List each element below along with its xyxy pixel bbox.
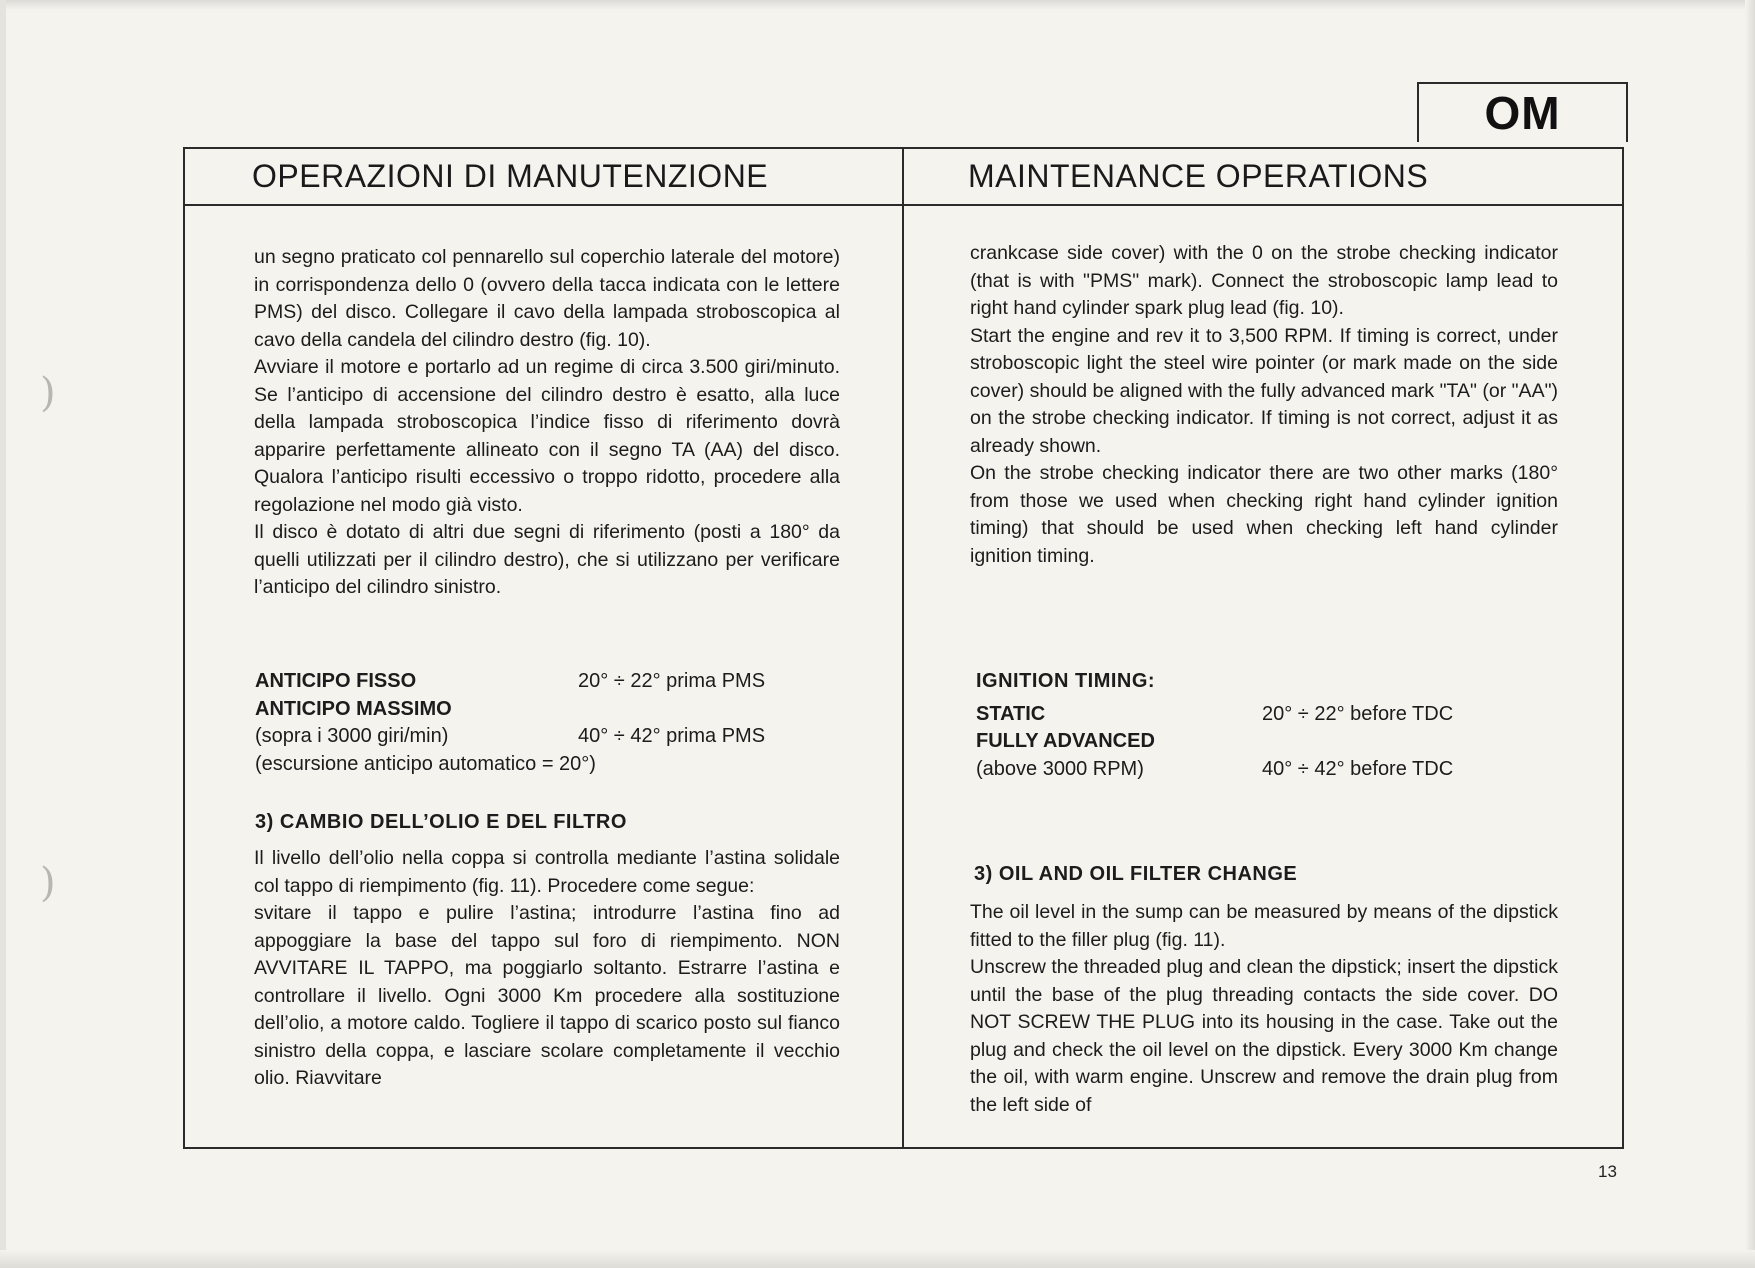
spec-label: FULLY ADVANCED [976,730,1155,752]
italian-timing-specs [255,668,815,778]
spec-heading: IGNITION TIMING: [976,670,1156,692]
page-top-shadow [0,0,1755,10]
spec-label: ANTICIPO FISSO [255,670,417,692]
italian-paragraph: svitare il tappo e pulire l’astina; introdurre l’astina fino ad appoggiare la base del tappo sul foro di riempimento. NON AVVITARE IL TAPPO, ma poggiarlo soltanto. Estrarre l’astina e controllare il livello. Ogni 3000 Km procedere alla sostituzione dell’olio, a motore caldo. Togliere il tappo di scarico posto sul fianco sinistro della coppa, e lasciare scolare completamente il vecchio olio. Riavvitare [254,902,840,1089]
italian-paragraph: Avviare il motore e portarlo ad un regime di circa 3.500 giri/minuto. Se l’anticipo di accensione del cilindro destro è esatto, alla luce della lampada stroboscopica l’indice fisso di riferimento dovrà apparire perfettamente allineato con il segno TA (AA) del disco. Qualora l’anticipo risulti eccessivo o troppo ridotto, procedere alla regolazione nel modo già visto. [254,356,840,516]
header-divider [183,204,1624,206]
english-timing-specs [976,668,1536,783]
binding-hole-mark-icon: ) [40,370,56,416]
spec-value: 40° ÷ 42° before TDC [1262,757,1454,780]
spec-value: 40° ÷ 42° prima PMS [578,725,766,747]
spec-row [976,728,1536,756]
spec-row [255,751,815,779]
spec-note: (escursione anticipo automatico = 20°) [255,752,596,775]
italian-paragraph: Il livello dell’olio nella coppa si controlla mediante l’astina solidale col tappo di riempimento (fig. 11). Procedere come segue: [254,847,840,897]
english-paragraph: Unscrew the threaded plug and clean the dipstick; insert the dipstick until the base of the plug threading contacts the side cover. DO NOT SCREW THE PLUG into its housing in the case. Take out the plug and check the oil level on the dipstick. Every 3000 Km change the oil, with warm engine. Unscrew and remove the drain plug from the left side of [970,956,1558,1116]
spec-row [976,668,1536,696]
spec-value: 20° ÷ 22° prima PMS [578,670,766,692]
binding-hole-mark-icon: ) [40,860,56,906]
spec-row [255,668,815,696]
column-divider [902,147,904,1149]
english-paragraph: On the strobe checking indicator there are two other marks (180° from those we used when checking right hand cylinder ignition timing) that should be used when checking left hand cylinder ignition timing. [970,462,1558,567]
page-right-edge [1745,0,1755,1268]
english-section-title: 3) OIL AND OIL FILTER CHANGE [974,863,1298,885]
page-left-edge [0,0,6,1268]
english-paragraph: Start the engine and rev it to 3,500 RPM. If timing is correct, under stroboscopic light the steel wire pointer (or mark made on the side cover) should be aligned with the fully advanced mark "TA" (or "AA") on the strobe checking indicator. If timing is not correct, adjust it as already shown. [970,324,1558,457]
spec-label: ANTICIPO MASSIMO [255,697,452,720]
italian-paragraph: Il disco è dotato di altri due segni di riferimento (posti a 180° da quelli utilizzati per il cilindro destro), che si utilizzano per verificare l’anticipo del cilindro sinistro. [254,521,840,598]
spec-condition: (sopra i 3000 giri/min) [255,725,449,747]
italian-section-title: 3) CAMBIO DELL’OLIO E DEL FILTRO [255,811,627,833]
english-oil-change-text [970,899,1558,1119]
spec-value: 20° ÷ 22° before TDC [1262,702,1454,725]
italian-paragraph: un segno praticato col pennarello sul coperchio laterale del motore) in corrispondenza dello 0 (ovvero della tacca indicata con le lettere PMS) del disco. Collegare il cavo della lampada stroboscopica al cavo della candela del cilindro destro (fig. 10). [254,246,840,351]
page-number: 13 [1598,1162,1617,1181]
english-title: MAINTENANCE OPERATIONS [968,158,1429,194]
spec-row [255,696,815,724]
page-bottom-shadow [0,1250,1755,1268]
italian-intro-text [254,244,840,602]
spec-row [255,723,815,751]
english-paragraph: crankcase side cover) with the 0 on the strobe checking indicator (that is with "PMS" mark). Connect the stroboscopic lamp lead to right hand cylinder spark plug lead (fig. 10). [970,242,1558,319]
english-intro-text [970,240,1558,570]
section-tab-label: OM [1484,87,1561,139]
spec-condition: (above 3000 RPM) [976,757,1144,780]
italian-title: OPERAZIONI DI MANUTENZIONE [252,158,769,194]
section-tab [1417,82,1628,142]
spec-row [976,701,1536,729]
spec-label: STATIC [976,702,1046,725]
spec-row [976,756,1536,784]
italian-oil-change-text [254,845,840,1093]
english-paragraph: The oil level in the sump can be measured by means of the dipstick fitted to the filler plug (fig. 11). [970,901,1558,951]
